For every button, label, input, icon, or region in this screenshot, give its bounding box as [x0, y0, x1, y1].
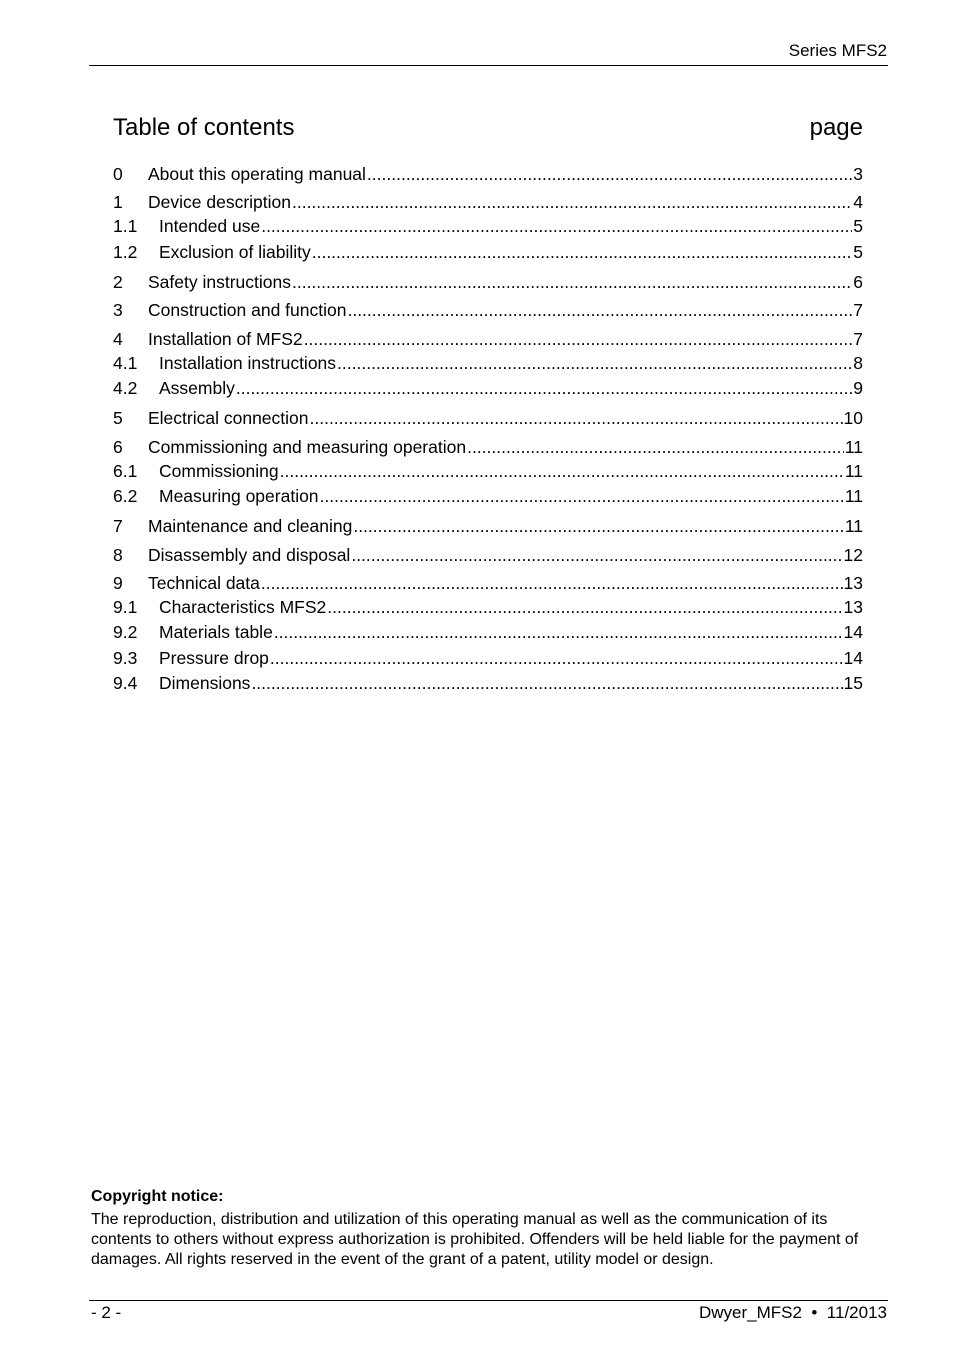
toc-entry-label: Construction and function	[148, 300, 347, 320]
toc-entry-page: 4	[853, 192, 863, 212]
toc-entry-number: 4	[113, 329, 123, 349]
toc-entry-number: 0	[113, 164, 123, 184]
toc-entry-number: 9.2	[113, 622, 138, 642]
toc-entry-label: Assembly	[159, 378, 235, 398]
toc-dot-leader	[310, 407, 843, 429]
toc-entry-number: 1.1	[113, 216, 138, 236]
toc-dot-leader	[353, 515, 844, 537]
toc-entry[interactable]	[113, 215, 863, 237]
toc-entry-number: 6	[113, 437, 123, 457]
toc-entry-page: 5	[853, 216, 863, 236]
toc-entry-number: 7	[113, 516, 123, 536]
toc-entry-number: 9.4	[113, 673, 138, 693]
toc-entry-label: Device description	[148, 192, 291, 212]
footer-page-number: - 2 -	[91, 1303, 122, 1322]
toc-entry[interactable]	[113, 241, 863, 263]
toc-entry[interactable]	[113, 596, 863, 618]
toc-dot-leader	[351, 544, 842, 566]
toc-entry-number: 8	[113, 545, 123, 565]
toc-entry[interactable]	[113, 647, 863, 669]
toc-entry-number: 4.2	[113, 378, 138, 398]
toc-entry-page: 11	[844, 461, 863, 481]
copyright-body: The reproduction, distribution and utilization of this operating manual as well as the communication of its contents to others without express authorization is prohibited. Offenders will be held liable for the payment of damages. All rights reserved in the event of the grant of a patent, utility model or design.	[91, 1211, 859, 1268]
toc-entry[interactable]	[113, 672, 863, 694]
toc-entry[interactable]	[113, 163, 863, 185]
toc-entry[interactable]	[113, 515, 863, 537]
toc-entry-number: 1	[113, 192, 123, 212]
toc-dot-leader	[292, 271, 852, 293]
toc-page-column-label: page	[809, 114, 863, 141]
toc-entry-label: Electrical connection	[148, 408, 309, 428]
toc-entry-number: 9.1	[113, 597, 138, 617]
toc-entry[interactable]	[113, 352, 863, 374]
toc-dot-leader	[367, 163, 852, 185]
toc-entry[interactable]	[113, 191, 863, 213]
toc-entry-label: Pressure drop	[159, 648, 269, 668]
toc-entry[interactable]	[113, 328, 863, 350]
toc-entry[interactable]	[113, 407, 863, 429]
toc-entry-label: Safety instructions	[148, 272, 291, 292]
toc-entry[interactable]	[113, 460, 863, 482]
toc-entry[interactable]	[113, 299, 863, 321]
toc-entry-page: 14	[843, 622, 863, 642]
toc-entry-page: 5	[853, 242, 863, 262]
toc-entry-label: Dimensions	[159, 673, 251, 693]
toc-entry-page: 7	[853, 329, 863, 349]
toc-entry-number: 9.3	[113, 648, 138, 668]
toc-entry-page: 11	[844, 437, 863, 457]
toc-dot-leader	[274, 621, 843, 643]
toc-title: Table of contents	[113, 114, 295, 141]
toc-entry[interactable]	[113, 485, 863, 507]
footer-document-reference: Dwyer_MFS2 • 11/2013	[699, 1303, 887, 1322]
footer-rule	[89, 1300, 888, 1301]
toc-entry[interactable]	[113, 436, 863, 458]
toc-dot-leader	[320, 485, 844, 507]
toc-dot-leader	[280, 460, 844, 482]
toc-entry-page: 6	[853, 272, 863, 292]
toc-dot-leader	[292, 191, 852, 213]
toc-dot-leader	[261, 572, 843, 594]
toc-dot-leader	[261, 215, 852, 237]
toc-entry-label: Commissioning	[159, 461, 279, 481]
toc-dot-leader	[270, 647, 843, 669]
toc-dot-leader	[304, 328, 853, 350]
toc-entry-label: Disassembly and disposal	[148, 545, 351, 565]
toc-entry[interactable]	[113, 377, 863, 399]
toc-entry-number: 9	[113, 573, 123, 593]
toc-entry-page: 8	[853, 353, 863, 373]
toc-entry-number: 3	[113, 300, 123, 320]
toc-entry-page: 3	[853, 164, 863, 184]
running-header: Series MFS2	[788, 41, 887, 60]
toc-dot-leader	[337, 352, 852, 374]
toc-entry[interactable]	[113, 572, 863, 594]
toc-entry-page: 11	[844, 516, 863, 536]
toc-entry-label: Materials table	[159, 622, 273, 642]
toc-dot-leader	[251, 672, 842, 694]
toc-entry-page: 9	[853, 378, 863, 398]
toc-entry-label: Installation of MFS2	[148, 329, 303, 349]
toc-dot-leader	[312, 241, 853, 263]
toc-entry-page: 11	[844, 486, 863, 506]
toc-entry-page: 12	[843, 545, 863, 565]
header-rule	[89, 65, 888, 66]
toc-entry-number: 1.2	[113, 242, 138, 262]
toc-entry-page: 13	[843, 573, 863, 593]
toc-entry-label: Maintenance and cleaning	[148, 516, 353, 536]
toc-entry-label: Characteristics MFS2	[159, 597, 327, 617]
toc-entry-number: 2	[113, 272, 123, 292]
toc-entry-page: 10	[843, 408, 863, 428]
toc-entry-number: 6.1	[113, 461, 138, 481]
toc-entry[interactable]	[113, 621, 863, 643]
copyright-heading: Copyright notice:	[91, 1188, 224, 1205]
toc-entry-label: Exclusion of liability	[159, 242, 311, 262]
toc-dot-leader	[347, 299, 852, 321]
toc-dot-leader	[327, 596, 842, 618]
toc-entry-page: 15	[843, 673, 863, 693]
toc-entry-label: Commissioning and measuring operation	[148, 437, 467, 457]
toc-dot-leader	[236, 377, 852, 399]
toc-entry-page: 13	[843, 597, 863, 617]
toc-entry-label: Intended use	[159, 216, 261, 236]
toc-entry-page: 14	[843, 648, 863, 668]
toc-entry-page: 7	[853, 300, 863, 320]
toc-entry-number: 6.2	[113, 486, 138, 506]
toc-entry-label: Technical data	[148, 573, 260, 593]
toc-entry-label: Measuring operation	[159, 486, 319, 506]
toc-entry[interactable]	[113, 271, 863, 293]
toc-dot-leader	[467, 436, 844, 458]
toc-entry-number: 4.1	[113, 353, 138, 373]
toc-entry-label: Installation instructions	[159, 353, 337, 373]
toc-entry-label: About this operating manual	[148, 164, 366, 184]
toc-entry-number: 5	[113, 408, 123, 428]
toc-entry[interactable]	[113, 544, 863, 566]
